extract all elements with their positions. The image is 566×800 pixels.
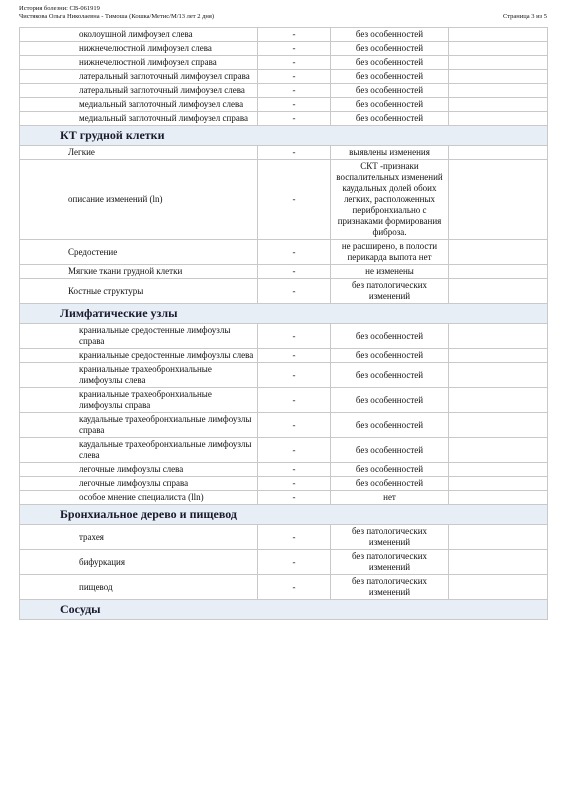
table-row (20, 550, 548, 575)
finding-flag: - (258, 70, 331, 84)
finding-name: медиальный заглоточный лимфоузел слева (20, 98, 258, 112)
finding-note (449, 146, 548, 160)
finding-value: без патологических изменений (331, 279, 449, 304)
finding-name: Средостение (20, 240, 258, 265)
finding-note (449, 265, 548, 279)
finding-note (449, 84, 548, 98)
table-row (20, 388, 548, 413)
patient-line: Чистякова Ольга Николаевна - Тимоша (Кошка/Метис/М/13 лет 2 дня) (19, 13, 215, 20)
finding-note (449, 525, 548, 550)
findings-table (19, 27, 548, 620)
finding-name: краниальные средостенные лимфоузлы справа (20, 324, 258, 349)
table-row (20, 112, 548, 126)
finding-name: легочные лимфоузлы слева (20, 463, 258, 477)
finding-name: легочные лимфоузлы справа (20, 477, 258, 491)
finding-value: без особенностей (331, 463, 449, 477)
finding-note (449, 28, 548, 42)
finding-value: не расширено, в полости перикарда выпота нет (331, 240, 449, 265)
finding-flag: - (258, 279, 331, 304)
table-row (20, 160, 548, 240)
finding-value: без особенностей (331, 84, 449, 98)
table-row (20, 279, 548, 304)
finding-note (449, 98, 548, 112)
finding-flag: - (258, 98, 331, 112)
table-row (20, 28, 548, 42)
finding-note (449, 463, 548, 477)
finding-name: медиальный заглоточный лимфоузел справа (20, 112, 258, 126)
finding-flag: - (258, 575, 331, 600)
finding-value: без особенностей (331, 112, 449, 126)
finding-value: без патологических изменений (331, 575, 449, 600)
table-row (20, 438, 548, 463)
finding-value: без особенностей (331, 98, 449, 112)
finding-value: без особенностей (331, 56, 449, 70)
finding-flag: - (258, 525, 331, 550)
section-header-row (20, 600, 548, 620)
finding-name: каудальные трахеобронхиальные лимфоузлы слева (20, 438, 258, 463)
finding-note (449, 42, 548, 56)
finding-note (449, 413, 548, 438)
finding-note (449, 491, 548, 505)
finding-value: без особенностей (331, 438, 449, 463)
table-row (20, 70, 548, 84)
finding-name: нижнечелюстной лимфоузел справа (20, 56, 258, 70)
table-row (20, 240, 548, 265)
table-row (20, 349, 548, 363)
finding-name: Мягкие ткани грудной клетки (20, 265, 258, 279)
finding-flag: - (258, 146, 331, 160)
finding-value: без особенностей (331, 477, 449, 491)
finding-flag: - (258, 388, 331, 413)
finding-name: пищевод (20, 575, 258, 600)
finding-name: описание изменений (ln) (20, 160, 258, 240)
finding-flag: - (258, 463, 331, 477)
table-row (20, 324, 548, 349)
finding-note (449, 575, 548, 600)
finding-value: без особенностей (331, 28, 449, 42)
finding-value: без особенностей (331, 413, 449, 438)
finding-value: не изменены (331, 265, 449, 279)
table-row (20, 477, 548, 491)
finding-note (449, 349, 548, 363)
finding-value: без особенностей (331, 70, 449, 84)
finding-note (449, 324, 548, 349)
finding-flag: - (258, 477, 331, 491)
finding-flag: - (258, 550, 331, 575)
section-title: Бронхиальное дерево и пищевод (20, 505, 548, 525)
finding-flag: - (258, 28, 331, 42)
finding-flag: - (258, 438, 331, 463)
finding-note (449, 438, 548, 463)
finding-value: без патологических изменений (331, 550, 449, 575)
section-header-row (20, 126, 548, 146)
table-row (20, 84, 548, 98)
section-header-row (20, 304, 548, 324)
finding-flag: - (258, 413, 331, 438)
finding-value: без патологических изменений (331, 525, 449, 550)
finding-note (449, 112, 548, 126)
finding-name: каудальные трахеобронхиальные лимфоузлы справа (20, 413, 258, 438)
finding-name: околоушной лимфоузел слева (20, 28, 258, 42)
finding-value: без особенностей (331, 349, 449, 363)
finding-flag: - (258, 56, 331, 70)
finding-name: Костные структуры (20, 279, 258, 304)
finding-name: краниальные трахеобронхиальные лимфоузлы справа (20, 388, 258, 413)
finding-flag: - (258, 84, 331, 98)
finding-name: краниальные средостенные лимфоузлы слева (20, 349, 258, 363)
finding-name: латеральный заглоточный лимфоузел слева (20, 84, 258, 98)
finding-flag: - (258, 160, 331, 240)
section-title: КТ грудной клетки (20, 126, 548, 146)
finding-name: бифуркация (20, 550, 258, 575)
finding-note (449, 70, 548, 84)
finding-flag: - (258, 491, 331, 505)
finding-note (449, 240, 548, 265)
findings-table-body (20, 28, 548, 620)
finding-name: нижнечелюстной лимфоузел слева (20, 42, 258, 56)
table-row (20, 575, 548, 600)
table-row (20, 42, 548, 56)
finding-flag: - (258, 363, 331, 388)
finding-value: без особенностей (331, 42, 449, 56)
finding-value: без особенностей (331, 363, 449, 388)
finding-note (449, 279, 548, 304)
table-row (20, 491, 548, 505)
finding-flag: - (258, 240, 331, 265)
finding-flag: - (258, 324, 331, 349)
finding-name: краниальные трахеобронхиальные лимфоузлы слева (20, 363, 258, 388)
finding-note (449, 160, 548, 240)
finding-flag: - (258, 349, 331, 363)
section-title: Сосуды (20, 600, 548, 620)
table-row (20, 363, 548, 388)
finding-value: СКТ -признаки воспалительных изменений каудальных долей обоих легких, расположенных перибронхиально с признаками формирования фиброза. (331, 160, 449, 240)
finding-value: выявлены изменения (331, 146, 449, 160)
table-row (20, 98, 548, 112)
finding-name: особое мнение специалиста (lln) (20, 491, 258, 505)
finding-note (449, 477, 548, 491)
case-number: История болезни: СВ-061919 (19, 5, 100, 12)
finding-flag: - (258, 42, 331, 56)
finding-note (449, 363, 548, 388)
table-row (20, 525, 548, 550)
finding-note (449, 388, 548, 413)
finding-name: трахея (20, 525, 258, 550)
table-row (20, 413, 548, 438)
finding-value: без особенностей (331, 324, 449, 349)
finding-note (449, 56, 548, 70)
section-title: Лимфатические узлы (20, 304, 548, 324)
table-row (20, 146, 548, 160)
table-row (20, 463, 548, 477)
page-number: Страница 3 из 5 (502, 13, 547, 20)
table-row (20, 56, 548, 70)
finding-name: Легкие (20, 146, 258, 160)
table-row (20, 265, 548, 279)
finding-name: латеральный заглоточный лимфоузел справа (20, 70, 258, 84)
page-header (19, 5, 547, 21)
finding-flag: - (258, 112, 331, 126)
finding-flag: - (258, 265, 331, 279)
finding-value: без особенностей (331, 388, 449, 413)
finding-note (449, 550, 548, 575)
section-header-row (20, 505, 548, 525)
finding-value: нет (331, 491, 449, 505)
